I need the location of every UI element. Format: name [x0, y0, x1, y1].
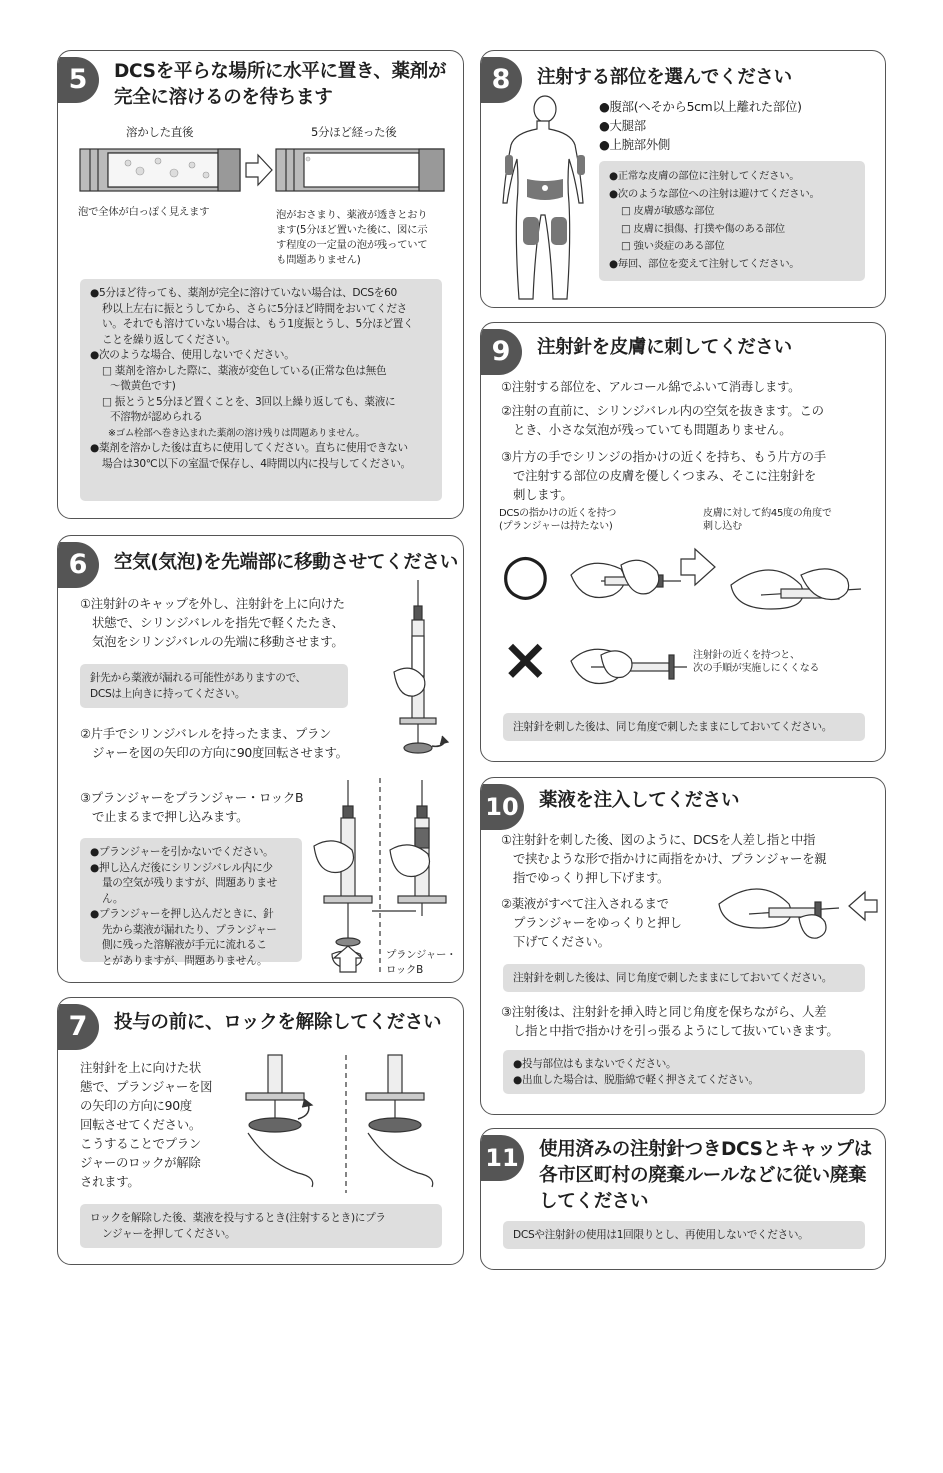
step-9-badge: 9: [480, 329, 522, 375]
step-7-badge: 7: [57, 1004, 99, 1050]
step-6-badge: 6: [57, 542, 99, 588]
title-line: 各市区町村の廃棄ルールなどに従い廃棄: [539, 1165, 867, 1186]
text-line: ②薬液がすべて注入されるまで: [501, 896, 669, 911]
note-line: DCSは上向きに持ってください。: [90, 687, 246, 700]
note-line: 秒以上左右に振とうしてから、さらに5分ほど時間をおいてくださ: [102, 302, 407, 315]
step-6-1-note: [80, 664, 348, 708]
caption-line: DCSの指かけの近くを持つ: [499, 508, 617, 519]
step-10-3: [501, 1002, 881, 1040]
caption-line: 次の手順が実施しにくくなる: [693, 663, 820, 674]
note-line: ※ゴム栓部へ巻き込まれた薬剤の溶け残りは問題ありません。: [108, 427, 365, 439]
note-line: 量の空気が残りますが、問題ありません。: [102, 877, 277, 905]
step-6-3: [80, 788, 340, 826]
section-5-notes: [80, 279, 442, 501]
label-after: 5分ほど経った後: [311, 125, 397, 139]
note-line: ●毎回、部位を変えて注射してください。: [609, 257, 800, 270]
text-line: ジャーのロックが解除: [80, 1155, 201, 1170]
step-9-1: ①注射する部位を、アルコール綿でふいて消毒します。: [501, 379, 801, 394]
text-line: ②注射の直前に、シリンジバレル内の空気を抜きます。この: [501, 403, 824, 418]
note-line: とがありますが、問題ありません。: [102, 954, 268, 967]
syringe-upright-illustration: [388, 576, 456, 761]
text-line: とき、小さな気泡が残っていても問題ありません。: [513, 422, 792, 437]
title-line: 完全に溶けるのを待ちます: [114, 87, 333, 108]
label-before: 溶かした直後: [126, 125, 194, 139]
note-line: 〜微黄色です): [110, 380, 176, 392]
note-line: ロックを解除した後、薬液を投与するとき(注射するとき)にプラ: [90, 1212, 386, 1224]
note-line: ●5分ほど待っても、薬剤が完全に溶けていない場合は、DCSを60: [90, 287, 397, 299]
text-line: 刺します。: [513, 487, 573, 502]
text-line: ②片手でシリンジバレルを持ったまま、プラン: [80, 726, 332, 741]
caption-hold-near-finger-grip: [499, 507, 616, 533]
text-line: されます。: [80, 1174, 140, 1189]
section-8-title: 注射する部位を選んでください: [537, 67, 792, 88]
section-7-body: [80, 1058, 240, 1191]
note-line: □ 皮膚が敏感な部位: [621, 205, 715, 217]
section-9-note: [503, 713, 865, 741]
unlock-rotation-illustration: [238, 1053, 453, 1193]
section-6-title: 空気(気泡)を先端部に移動させてください: [114, 552, 458, 573]
step-10-3-note: [503, 1050, 865, 1094]
title-line: してください: [539, 1191, 649, 1212]
section-7-card: [57, 997, 464, 1265]
section-5-title: [114, 59, 459, 111]
note-line: ●プランジャーを押し込んだときに、針: [90, 908, 274, 920]
section-9-title: 注射針を皮膚に刺してください: [537, 337, 792, 358]
wrong-mark-icon: ×: [501, 625, 550, 693]
note-line: ●プランジャーを引かないでください。: [90, 846, 274, 858]
text-line: ③プランジャーをプランジャー・ロックB: [80, 790, 304, 805]
section-10-title: 薬液を注入してください: [539, 790, 740, 811]
syringe-dissolved-illustration: [78, 141, 448, 201]
note-line: □ 強い炎症のある部位: [621, 240, 725, 252]
section-11-title: [539, 1137, 879, 1215]
step-10-badge: 10: [480, 784, 524, 830]
text-line: 回転させてください。: [80, 1117, 201, 1132]
text-line: で止まるまで押し込みます。: [92, 809, 249, 824]
note-line: ●正常な皮膚の部位に注射してください。: [609, 170, 800, 182]
step-9-2: [501, 401, 881, 439]
correct-mark-icon: ○: [501, 542, 550, 607]
step-10-2: [501, 894, 711, 951]
text-line: し指と中指で指かけを引っ張るようにして抜いていきます。: [513, 1023, 839, 1038]
note-line: ●出血した場合は、脱脂綿で軽く押さえてください。: [513, 1073, 759, 1086]
note-line: 場合は30℃以下の室温で保存し、4時間以内に投与してください。: [102, 457, 411, 470]
inject-plunger-illustration: [709, 874, 879, 952]
section-7-note: [80, 1204, 442, 1248]
text-line: こうすることでプラン: [80, 1136, 201, 1151]
section-7-title: 投与の前に、ロックを解除してください: [114, 1012, 442, 1033]
note-line: 先から薬液が漏れたり、プランジャー: [102, 923, 277, 936]
section-10-card: [480, 777, 886, 1115]
section-11-card: [480, 1128, 886, 1270]
text-line: 態で、プランジャーを図: [80, 1079, 213, 1094]
step-6-3-note: [80, 838, 302, 967]
note-line: ●投与部位はもまないでください。: [513, 1058, 677, 1070]
note-line: ●薬剤を溶かした後は直ちに使用してください。直ちに使用できない: [90, 442, 408, 454]
note-line: 注射針を刺した後は、同じ角度で刺したままにしておいてください。: [513, 972, 833, 984]
text-line: で挟むような形で指かけに両指をかけ、プランジャーを親: [513, 851, 827, 866]
text-line: ①注射針のキャップを外し、注射針を上に向けた: [80, 596, 345, 611]
step-5-badge: 5: [57, 57, 99, 103]
site-item: ●大腿部: [599, 118, 646, 133]
section-6-card: [57, 535, 464, 983]
caption-before: 泡で全体が白っぽく見えます: [78, 206, 210, 218]
step-8-badge: 8: [480, 57, 522, 103]
text-line: ③注射後は、注射針を挿入時と同じ角度を保ちながら、人差: [501, 1004, 827, 1019]
step-10-note: [503, 964, 865, 992]
label-line: プランジャー・: [386, 949, 457, 961]
text-line: で注射する部位の皮膚を優しくつまみ、そこに注射針を: [513, 468, 817, 483]
section-5-card: [57, 50, 464, 519]
caption-insert-45-degrees: [703, 507, 832, 533]
note-line: □ 薬剤を溶かした際に、薬液が変色している(正常な色は無色: [102, 364, 387, 377]
section-9-card: [480, 322, 886, 762]
step-9-3: [501, 447, 881, 504]
caption-line: 泡がおさまり、薬液が透きとおり: [276, 209, 428, 221]
note-line: □ 皮膚に損傷、打撲や傷のある部位: [621, 222, 785, 235]
site-item: ●腹部(へそから5cm以上離れた部位): [599, 99, 802, 114]
label-line: ロックB: [386, 964, 423, 976]
note-line: ンジャーを押してください。: [102, 1227, 236, 1240]
text-line: ①注射針を刺した後、図のように、DCSを人差し指と中指: [501, 832, 816, 847]
title-line: 使用済みの注射針つきDCSとキャップは: [539, 1139, 872, 1160]
step-11-badge: 11: [480, 1135, 524, 1181]
text-line: プランジャーをゆっくりと押し: [513, 915, 682, 930]
caption-line: (プランジャーは持たない): [499, 521, 613, 532]
lock-b-label: [386, 948, 456, 978]
text-line: 状態で、シリンジバレルを指先で軽くたたき、: [92, 615, 344, 630]
text-line: ③片方の手でシリンジの指かけの近くを持ち、もう片方の手: [501, 449, 826, 464]
wrong-grip-illustration: [561, 631, 691, 701]
note-line: ことを繰り返してください。: [102, 333, 236, 346]
note-line: DCSや注射針の使用は1回限りとし、再使用しないでください。: [513, 1229, 809, 1241]
note-line: ●押し込んだ後にシリンジバレル内に少: [90, 861, 273, 874]
caption-line: 皮膚に対して約45度の角度で: [703, 508, 832, 519]
note-line: ●次のような場合、使用しないでください。: [90, 349, 295, 361]
site-item: ●上腕部外側: [599, 137, 670, 152]
correct-grip-illustration: [561, 535, 871, 625]
text-line: 注射針を上に向けた状: [80, 1060, 201, 1075]
note-line: ●次のような部位への注射は避けてください。: [609, 187, 820, 200]
note-line: □ 振とうと5分ほど置くことを、3回以上繰り返しても、薬液に: [102, 395, 396, 408]
step-6-1: [80, 594, 380, 651]
note-line: 側に残った溶解液が手元に流れるこ: [102, 939, 267, 951]
caption-line: も問題ありません): [276, 254, 361, 266]
injection-sites-list: [599, 97, 879, 154]
text-line: の矢印の方向に90度: [80, 1098, 192, 1113]
text-line: 下げてください。: [513, 934, 610, 949]
plunger-push-illustration: [310, 776, 460, 976]
note-line: 不溶物が認められる: [110, 411, 203, 423]
step-6-2: [80, 724, 400, 762]
caption-line: 注射針の近くを持つと、: [693, 650, 800, 661]
caption-line: ます(5分ほど置いた後に、図に示: [276, 224, 428, 236]
text-line: ジャーを図の矢印の方向に90度回転させます。: [92, 745, 348, 760]
note-line: 針先から薬液が漏れる可能性がありますので、: [90, 672, 306, 684]
caption-wrong-grip: [693, 649, 819, 675]
text-line: 指でゆっくり押し下げます。: [513, 870, 670, 885]
note-line: い。それでも溶けていない場合は、もう1度振とうし、5分ほど置く: [102, 318, 414, 330]
title-line: DCSを平らな場所に水平に置き、薬剤が: [114, 61, 447, 82]
section-8-card: [480, 50, 886, 308]
caption-line: 刺し込む: [703, 521, 742, 532]
body-sites-illustration: [497, 95, 593, 303]
caption-after: [276, 208, 456, 268]
section-11-note: [503, 1221, 865, 1249]
note-line: 注射針を刺した後は、同じ角度で刺したままにしておいてください。: [513, 721, 833, 733]
caption-line: す程度の一定量の泡が残っていて: [276, 239, 428, 251]
section-8-notes: [599, 161, 865, 281]
text-line: 気泡をシリンジバレルの先端に移動させます。: [92, 634, 344, 649]
